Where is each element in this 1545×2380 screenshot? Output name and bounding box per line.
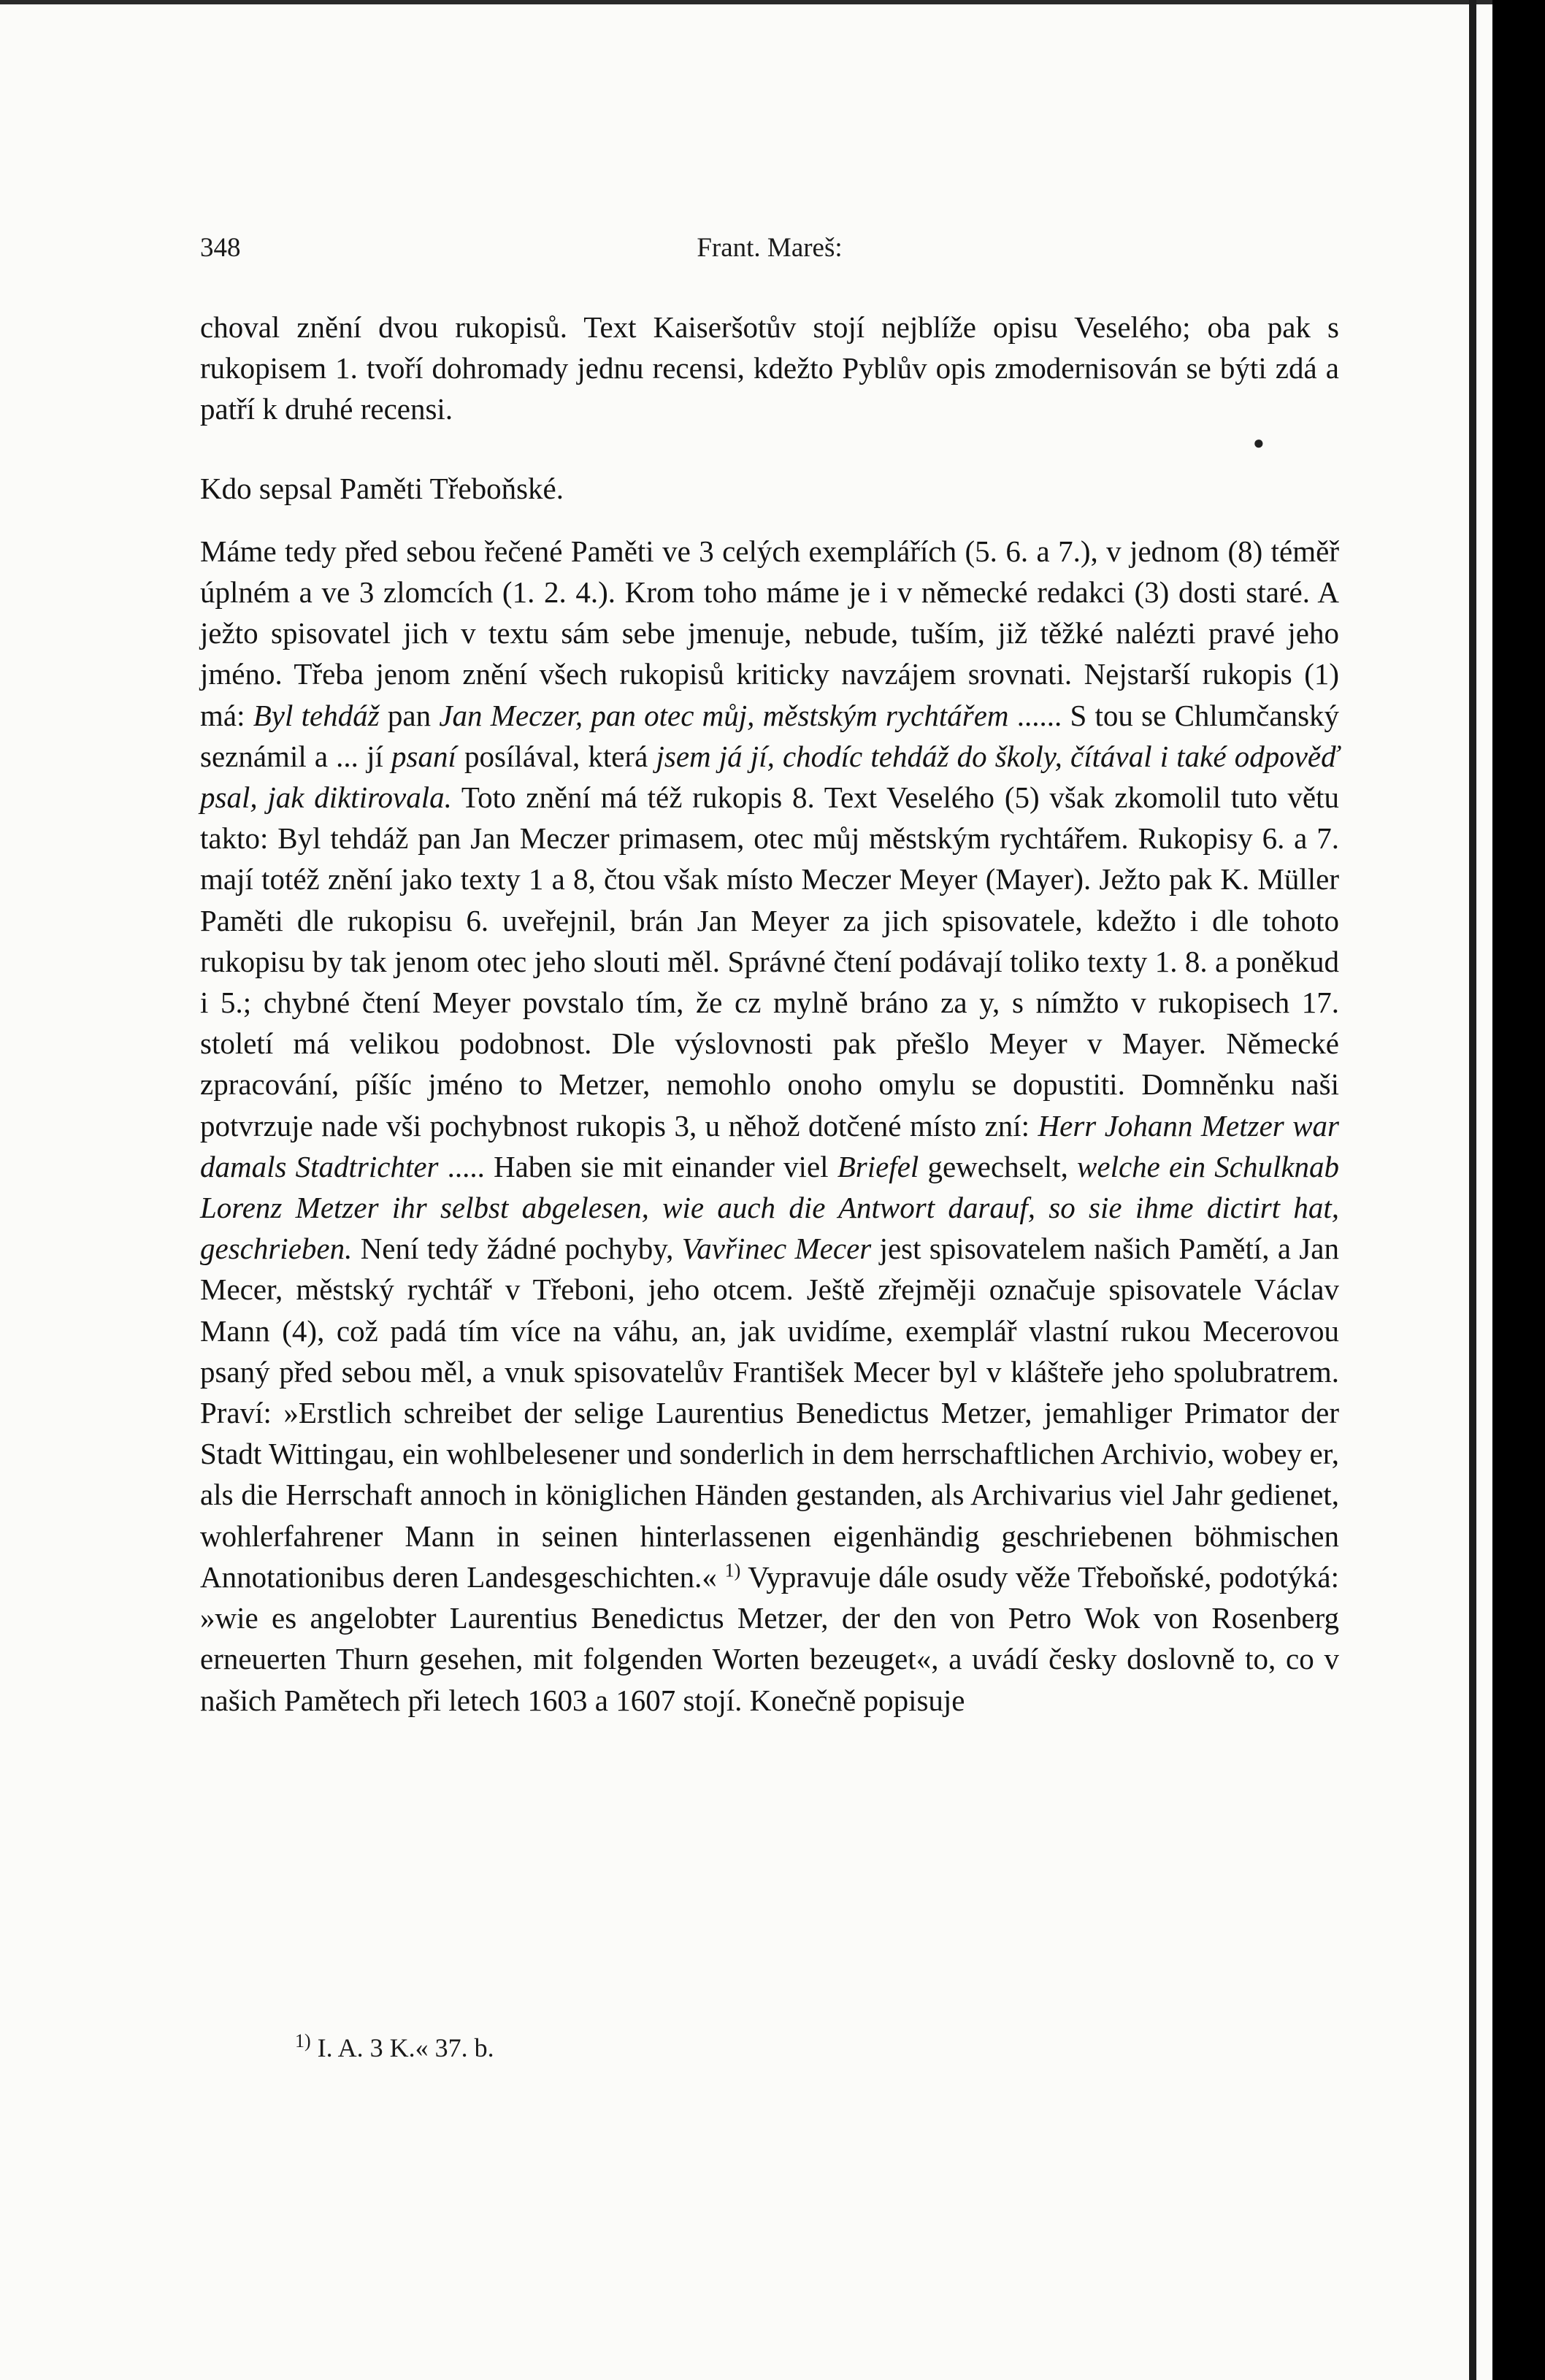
text-run: Vypravuje dále osudy věže Třeboňské, podotýká: »wie es angelobter Laurentius Benedictus Metzer, der den von Petro Wok von Rosenberg erneuerten Thurn gesehen, mit folgenden Worten bezeuget«, a uvádí česky doslovně to, co v našich Pamětech při letech 1603 a 1607 stojí. Konečně popisuje bbox=[200, 1559, 1340, 1717]
paragraph-2 bbox=[200, 531, 1339, 1721]
text-run: ..... Haben sie mit einander viel bbox=[447, 1149, 829, 1183]
stray-mark-icon: ● bbox=[1253, 432, 1265, 453]
running-head bbox=[200, 232, 1339, 276]
text-run: Máme tedy před sebou řečené Paměti ve 3 celých exemplářích (5. 6. a 7.), v jednom (8) téměř úplném a ve 3 zlomcích (1. 2. 4.). Krom toho máme je i v německé redakci (3) dosti staré. A ježto spisovatel jich v textu sám sebe jmenuje, nebude, tuším, již těžké nalézti pravé jeho jméno. Třeba jenom znění všech rukopisů kriticky navzájem srovnati. Nejstarší rukopis (1) má: bbox=[200, 534, 1339, 732]
italic-quote: Byl tehdáž bbox=[253, 698, 380, 732]
italic-quote: psaní bbox=[391, 739, 456, 773]
paragraph-1: choval znění dvou rukopisů. Text Kaiseršotův stojí nejblíže opisu Veselého; oba pak s rukopisem 1. tvoří dohromady jednu recensi, kdežto Pyblův opis zmodernisován se býti zdá a patří k druhé recensi. bbox=[200, 310, 1339, 426]
section-heading: Kdo sepsal Paměti Třeboňské. bbox=[200, 471, 564, 505]
scan-right-edge bbox=[1469, 0, 1476, 2380]
body-text bbox=[200, 307, 1339, 1721]
text-run: gewechselt, bbox=[927, 1149, 1068, 1183]
text-run: posílával, která bbox=[464, 739, 648, 773]
italic-quote: Vavřinec Mecer bbox=[681, 1232, 872, 1266]
text-run: pan bbox=[387, 698, 432, 732]
italic-quote: welche ein Schulknab Lorenz Metzer ihr selbst abgelesen, wie auch die Antwort darauf, so sie ihme dictirt hat, geschrieben. bbox=[200, 1149, 1340, 1266]
italic-quote: Briefel bbox=[837, 1149, 919, 1183]
text-run: jest spisovatelem našich Pamětí, a Jan Mecer, městský rychtář v Třeboni, jeho otcem. Ještě zřejměji označuje spisovatele Václav Mann (4), což padá tím více na váhu, an, jak uvidíme, exemplář vlastní rukou Mecerovou psaný před sebou měl, a vnuk spisovatelův František Mecer byl v klášteře jeho spolubratrem. Praví: »Erstlich schreibet der selige Laurentius Benedictus Metzer, jemahliger Primator der Stadt Wittingau, ein wohlbelesener und sonderlich in dem herrschaftlichen Archivio, wobey er, als die Herrschaft annoch in königlichen Händen gestanden, als Archivarius viel Jahr gedienet, wohlerfahrener Mann in seinen hinterlassenen eigenhändig geschriebenen böhmischen Annotationibus deren Landesgeschichten.« bbox=[200, 1232, 1340, 1594]
scan-top-edge bbox=[0, 0, 1492, 4]
footnote-text: I. A. 3 K.« 37. b. bbox=[317, 2033, 494, 2062]
footnote-reference: 1) bbox=[724, 1559, 741, 1581]
footnote bbox=[295, 2032, 494, 2063]
italic-quote: Herr Johann Metzer war damals Stadtrichter bbox=[200, 1108, 1339, 1183]
text-run: ...... S tou se Chlumčanský seznámil a ... jí bbox=[200, 698, 1340, 773]
footnote-marker: 1) bbox=[295, 2030, 311, 2051]
page-number: 348 bbox=[200, 233, 241, 263]
italic-quote: Jan Meczer, pan otec můj, městským rychtářem bbox=[439, 698, 1009, 732]
italic-quote: jsem já jí, chodíc tehdáž do školy, čítával i také odpověď psal, jak diktirovala. bbox=[200, 739, 1340, 815]
text-run: Není tedy žádné pochyby, bbox=[360, 1232, 674, 1266]
header-title: Frant. Mareš: bbox=[697, 233, 843, 263]
text-run: Toto znění má též rukopis 8. Text Veselého (5) však zkomolil tuto větu takto: Byl tehdáž pan Jan Meczer primasem, otec můj městským rychtářem. Rukopisy 6. a 7. mají totéž znění jako texty 1 a 8, čtou však místo Meczer Meyer (Mayer). Ježto pak K. Müller Paměti dle rukopisu 6. uveřejnil, brán Jan Meyer za jich spisovatele, kdežto i dle tohoto rukopisu by tak jenom otec jeho slouti měl. Správné čtení podávají toliko texty 1. 8. a poněkud i 5.; chybné čtení Meyer povstalo tím, že cz mylně bráno za y, s nímžto v rukopisech 17. století má velikou podobnost. Dle výslovnosti pak přešlo Meyer v Mayer. Německé zpracování, píšíc jméno to Metzer, nemohlo onoho omylu se dopustiti. Domněnku naši potvrzuje nade vši pochybnost rukopis 3, u něhož dotčené místo zní: bbox=[200, 780, 1339, 1143]
